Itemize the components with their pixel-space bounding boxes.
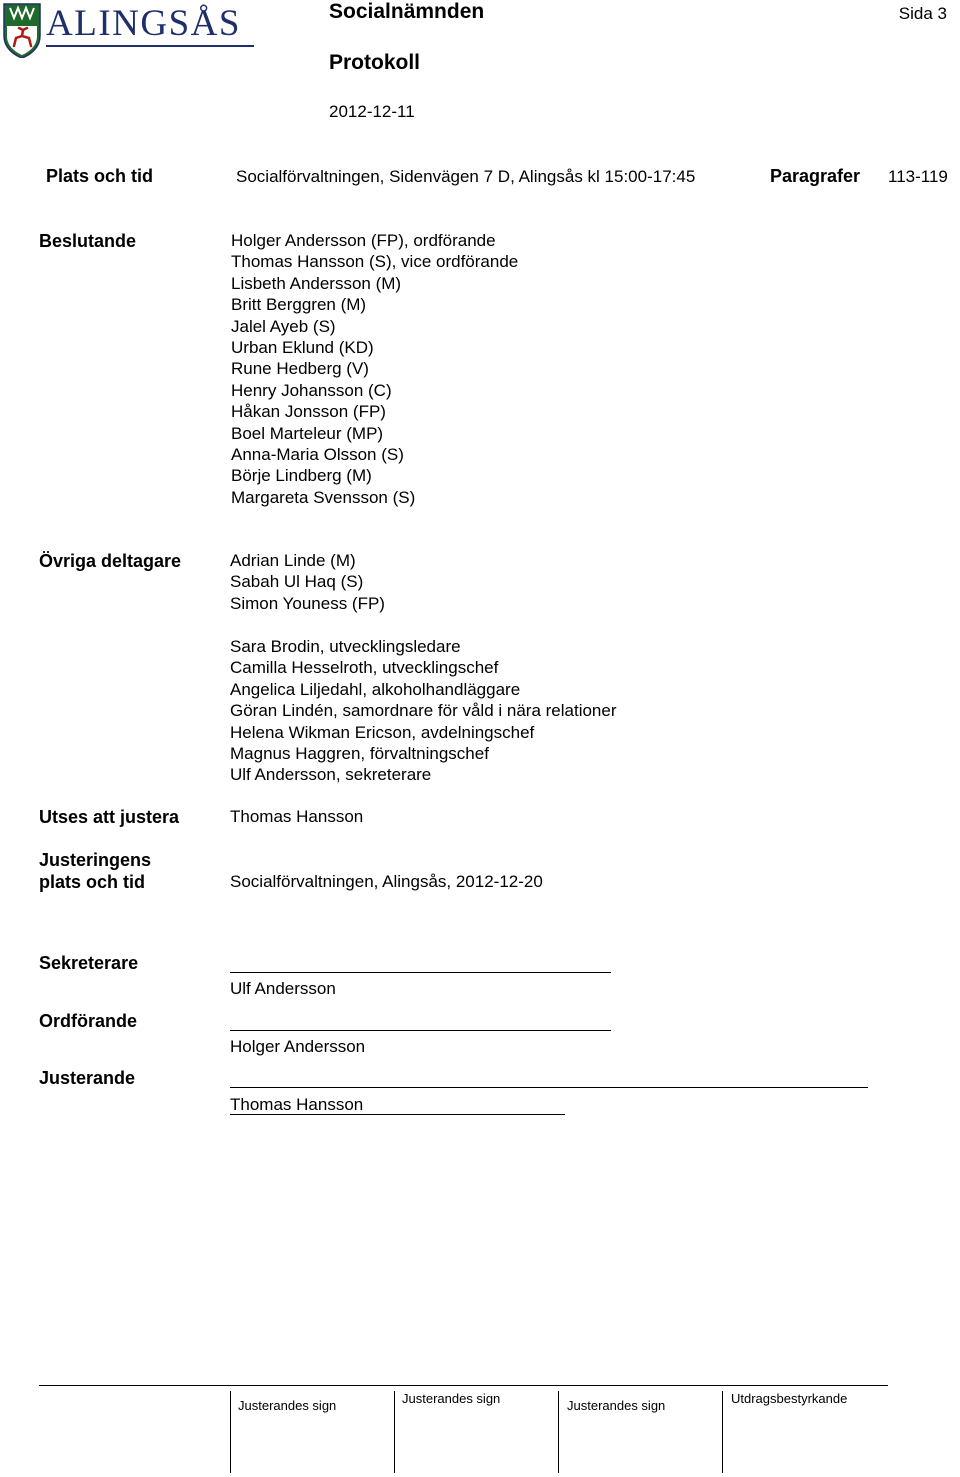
footer-sign-cell: Justerandes sign [402,1391,501,1406]
list-item: Lisbeth Andersson (M) [231,273,402,293]
logo-underline [46,45,254,47]
municipal-crest-icon [2,2,42,58]
document-type: Protokoll [329,51,421,74]
adjust-place-label-1: Justeringens [39,850,152,870]
committee-title: Socialnämnden [329,0,485,23]
adjuster-name-underline [230,1114,565,1115]
paragraphs-label: Paragrafer [770,166,861,186]
list-item: Urban Eklund (KD) [231,337,374,357]
list-item: Britt Berggren (M) [231,295,367,315]
list-item: Jalel Ayeb (S) [231,316,336,336]
adjuster-sign-name: Thomas Hansson [230,1095,364,1114]
adjuster-signature-line [230,1087,868,1088]
footer-divider [230,1391,231,1473]
paragraphs-value: 113-119 [888,167,948,186]
list-item: Göran Lindén, samordnare för våld i nära relationer [230,701,617,721]
others-label: Övriga deltagare [39,551,182,571]
chair-label: Ordförande [39,1011,138,1031]
adjuster-value: Thomas Hansson [230,807,364,826]
adjuster-label: Utses att justera [39,807,180,827]
others-officials-list [230,636,617,786]
list-item: Ulf Andersson, sekreterare [230,765,432,785]
page-number: Sida 3 [898,4,947,23]
list-item: Rune Hedberg (V) [231,359,369,379]
footer-divider [722,1391,723,1473]
list-item: Angelica Liljedahl, alkoholhandläggare [230,679,521,699]
list-item: Börje Lindberg (M) [231,466,372,486]
chair-signature-line [230,1030,611,1031]
list-item: Camilla Hesselroth, utvecklingschef [230,658,499,678]
list-item: Anna-Maria Olsson (S) [231,444,404,464]
list-item: Margareta Svensson (S) [231,487,416,507]
list-item: Simon Youness (FP) [230,593,385,613]
deciding-list [231,230,518,508]
logo-wordmark: ALINGSÅS [46,3,241,44]
footer-sign-cell: Justerandes sign [238,1398,337,1413]
list-item: Sara Brodin, utvecklingsledare [230,637,461,656]
alingsas-logo [2,2,258,60]
list-item: Holger Andersson (FP), ordförande [231,231,496,250]
place-label: Plats och tid [46,166,154,186]
secretary-label: Sekreterare [39,953,139,973]
footer-divider [558,1391,559,1473]
list-item: Helena Wikman Ericson, avdelningschef [230,722,535,742]
chair-name: Holger Andersson [230,1037,366,1056]
others-politicians-list [230,550,385,614]
list-item: Thomas Hansson (S), vice ordförande [231,252,519,272]
footer-sign-cell: Justerandes sign [567,1398,666,1413]
list-item: Sabah Ul Haq (S) [230,572,364,592]
list-item: Håkan Jonsson (FP) [231,402,386,422]
adjuster-sign-label: Justerande [39,1068,136,1088]
place-value: Socialförvaltningen, Sidenvägen 7 D, Alingsås kl 15:00-17:45 [236,167,696,186]
footer-divider [394,1391,395,1473]
list-item: Magnus Haggren, förvaltningschef [230,743,489,763]
adjust-place-label-2: plats och tid [39,872,146,892]
list-item: Henry Johansson (C) [231,380,392,400]
secretary-name: Ulf Andersson [230,979,336,998]
deciding-label: Beslutande [39,231,137,251]
meeting-date: 2012-12-11 [329,102,415,121]
list-item: Boel Marteleur (MP) [231,423,384,443]
adjust-place-value: Socialförvaltningen, Alingsås, 2012-12-20 [230,872,543,891]
footer-certification-cell: Utdragsbestyrkande [731,1391,848,1406]
list-item: Adrian Linde (M) [230,551,356,570]
secretary-signature-line [230,972,611,973]
footer-rule [39,1385,888,1386]
